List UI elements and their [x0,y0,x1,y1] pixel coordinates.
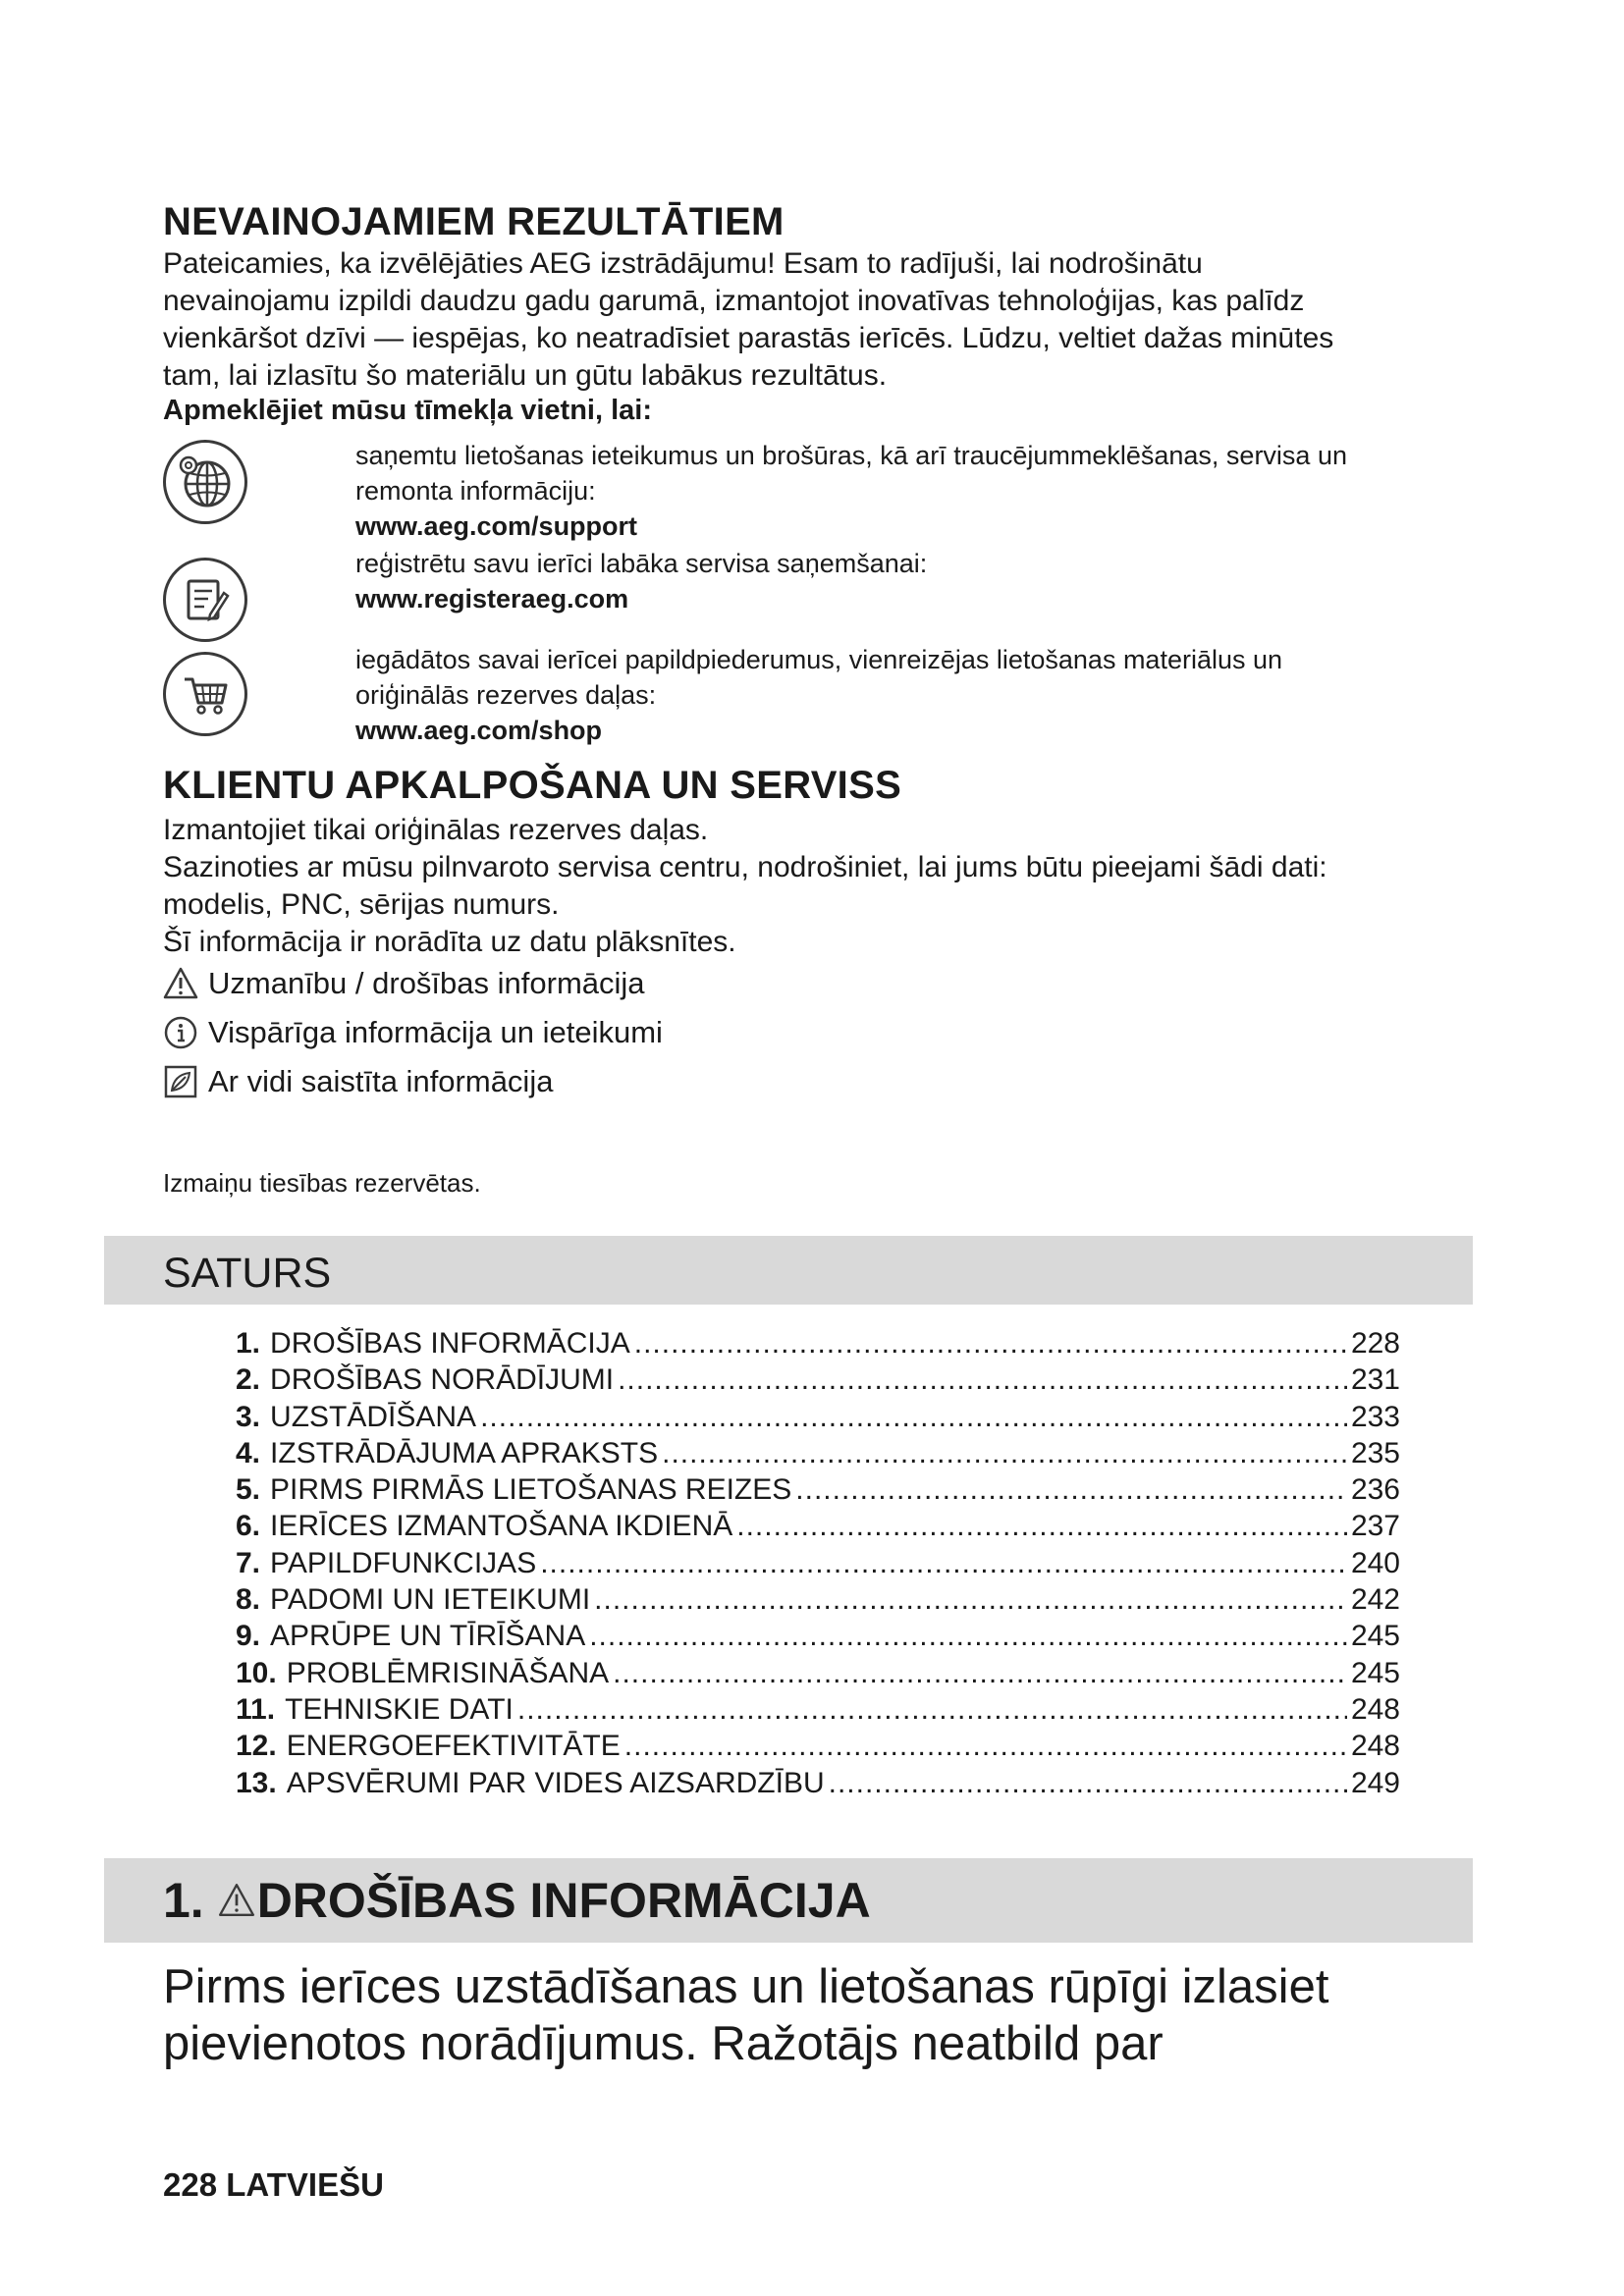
safety-intro [163,1958,1479,2072]
toc-leader [624,1728,1347,1764]
toc-page: 228 [1350,1327,1400,1360]
toc-num: 5. [236,1473,261,1507]
toc-num: 13. [236,1766,277,1799]
toc-title-text: PAPILDFUNKCIJAS [270,1546,537,1579]
toc-title-text: DROŠĪBAS INFORMĀCIJA [270,1327,630,1360]
toc-page: 242 [1350,1583,1400,1617]
legend-label: Ar vidi saistīta informācija [208,1064,554,1098]
toc-leader [594,1581,1347,1618]
safety-title: DROŠĪBAS INFORMĀCIJA [256,1873,871,1928]
toc-item[interactable] [236,1691,1400,1728]
link-text: oriģinālās rezerves daļas: [355,680,657,710]
toc-item[interactable] [236,1471,1400,1508]
toc-item[interactable] [236,1765,1400,1801]
service-line: Sazinoties ar mūsu pilnvaroto servisa centru, nodrošiniet, lai jums būtu pieejami šādi dati: [163,851,1327,883]
warning-triangle-icon [218,1883,255,1918]
toc-item[interactable] [236,1618,1400,1654]
toc-num: 9. [236,1620,261,1653]
toc-title-text: PROBLĒMRISINĀŠANA [286,1656,610,1689]
toc-title-text: PADOMI UN IETEIKUMI [270,1583,591,1617]
section-title-results: NEVAINOJAMIEM REZULTĀTIEM [163,200,785,243]
link-text: iegādātos savai ierīcei papildpiederumus, vienreizējas lietošanas materiālus un [355,645,1283,674]
toc-page: 236 [1350,1473,1400,1507]
info-circle-icon [163,1015,198,1050]
link-text: remonta informāciju: [355,476,596,506]
toc-item[interactable] [236,1545,1400,1581]
toc-title-text: IERĪCES IZMANTOŠANA IKDIENĀ [270,1510,733,1543]
toc-title-text: APSVĒRUMI PAR VIDES AIZSARDZĪBU [286,1766,825,1799]
rights-notice: Izmaiņu tiesības rezervētas. [163,1168,481,1198]
legend-warning [163,966,645,1001]
toc-num: 12. [236,1730,277,1763]
environment-leaf-icon [163,1064,198,1099]
safety-header-band [104,1858,1473,1943]
toc-item[interactable] [236,1508,1400,1544]
toc-page: 237 [1350,1510,1400,1543]
toc-title-text: APRŪPE UN TĪRĪŠANA [270,1620,586,1653]
service-line: Izmantojiet tikai oriģinālas rezerves daļas. [163,814,709,846]
toc-item[interactable] [236,1325,1400,1362]
toc-leader [634,1325,1347,1362]
toc-num: 4. [236,1436,261,1469]
shopping-cart-icon [163,652,247,736]
shop-url-link[interactable]: www.aeg.com/shop [355,716,603,745]
safety-line: Pirms ierīces uzstādīšanas un lietošanas rūpīgi izlasiet [163,1960,1329,2013]
service-paragraph [163,812,1498,961]
toc-page: 233 [1350,1400,1400,1433]
toc-title-text: ENERGOEFEKTIVITĀTE [286,1730,621,1763]
toc-header-band [104,1236,1473,1305]
intro-line: vienkāršot dzīvi — iespējas, ko neatradīsiet parastās ierīcēs. Lūdzu, veltiet dažas minūtes [163,322,1334,354]
toc-num: 7. [236,1546,261,1579]
legend-label: Uzmanību / drošības informācija [208,966,645,1000]
toc-page: 240 [1350,1546,1400,1579]
intro-paragraph [163,245,1479,395]
page-footer: 228 LATVIEŠU [163,2166,384,2203]
link-shop [355,642,1485,748]
register-form-icon [163,558,247,642]
link-text: reģistrētu savu ierīci labāka servisa saņemšanai: [355,549,928,578]
service-line: Šī informācija ir norādīta uz datu plāksnītes. [163,926,736,958]
toc-title-text: DROŠĪBAS NORĀDĪJUMI [270,1363,615,1397]
toc-item[interactable] [236,1435,1400,1471]
legend-environment [163,1064,553,1099]
link-support [355,438,1485,544]
toc-item[interactable] [236,1362,1400,1398]
safety-line: pievienotos norādījumus. Ražotājs neatbild par [163,2017,1164,2070]
toc-num: 8. [236,1583,261,1617]
warning-triangle-icon [163,966,198,1001]
table-of-contents [236,1325,1400,1801]
toc-page: 235 [1350,1436,1400,1469]
toc-page: 248 [1350,1692,1400,1726]
toc-page: 245 [1350,1656,1400,1689]
link-register [355,546,1485,616]
service-line: modelis, PNC, sērijas numurs. [163,888,560,921]
toc-leader [795,1471,1347,1508]
safety-heading [163,1872,871,1929]
visit-heading: Apmeklējiet mūsu tīmekļa vietni, lai: [163,395,652,426]
toc-leader [517,1691,1347,1728]
toc-num: 1. [236,1327,261,1360]
toc-title-text: UZSTĀDĪŠANA [270,1400,477,1433]
intro-line: Pateicamies, ka izvēlējāties AEG izstrādājumu! Esam to radījuši, lai nodrošinātu [163,247,1203,280]
register-url-link[interactable]: www.registeraeg.com [355,584,629,614]
toc-item[interactable] [236,1728,1400,1764]
support-url-link[interactable]: www.aeg.com/support [355,511,638,541]
toc-num: 3. [236,1400,261,1433]
safety-number: 1. [163,1873,204,1928]
toc-page: 245 [1350,1620,1400,1653]
toc-leader [829,1765,1347,1801]
toc-page: 249 [1350,1766,1400,1799]
toc-leader [618,1362,1347,1398]
toc-leader [540,1545,1347,1581]
toc-leader [662,1435,1347,1471]
legend-info [163,1015,663,1050]
toc-title: SATURS [163,1250,332,1297]
toc-title-text: IZSTRĀDĀJUMA APRAKSTS [270,1436,659,1469]
toc-num: 6. [236,1510,261,1543]
toc-title-text: TEHNISKIE DATI [285,1692,514,1726]
globe-icon [163,440,247,524]
toc-leader [589,1618,1347,1654]
toc-page: 248 [1350,1730,1400,1763]
toc-item[interactable] [236,1581,1400,1618]
link-text: saņemtu lietošanas ieteikumus un brošūras, kā arī traucējummeklēšanas, servisa un [355,441,1347,470]
legend-label: Vispārīga informācija un ieteikumi [208,1015,663,1049]
intro-line: tam, lai izlasītu šo materiālu un gūtu labākus rezultātus. [163,359,888,392]
toc-leader [480,1399,1347,1435]
toc-num: 10. [236,1656,277,1689]
toc-leader [613,1655,1347,1691]
section-title-service: KLIENTU APKALPOŠANA UN SERVISS [163,764,902,807]
intro-line: nevainojamu izpildi daudzu gadu garumā, izmantojot inovatīvas tehnoloģijas, kas palīdz [163,285,1305,317]
toc-item[interactable] [236,1399,1400,1435]
toc-leader [736,1508,1347,1544]
toc-item[interactable] [236,1655,1400,1691]
toc-title-text: PIRMS PIRMĀS LIETOŠANAS REIZES [270,1473,792,1507]
toc-num: 2. [236,1363,261,1397]
toc-page: 231 [1350,1363,1400,1397]
toc-num: 11. [236,1692,276,1726]
